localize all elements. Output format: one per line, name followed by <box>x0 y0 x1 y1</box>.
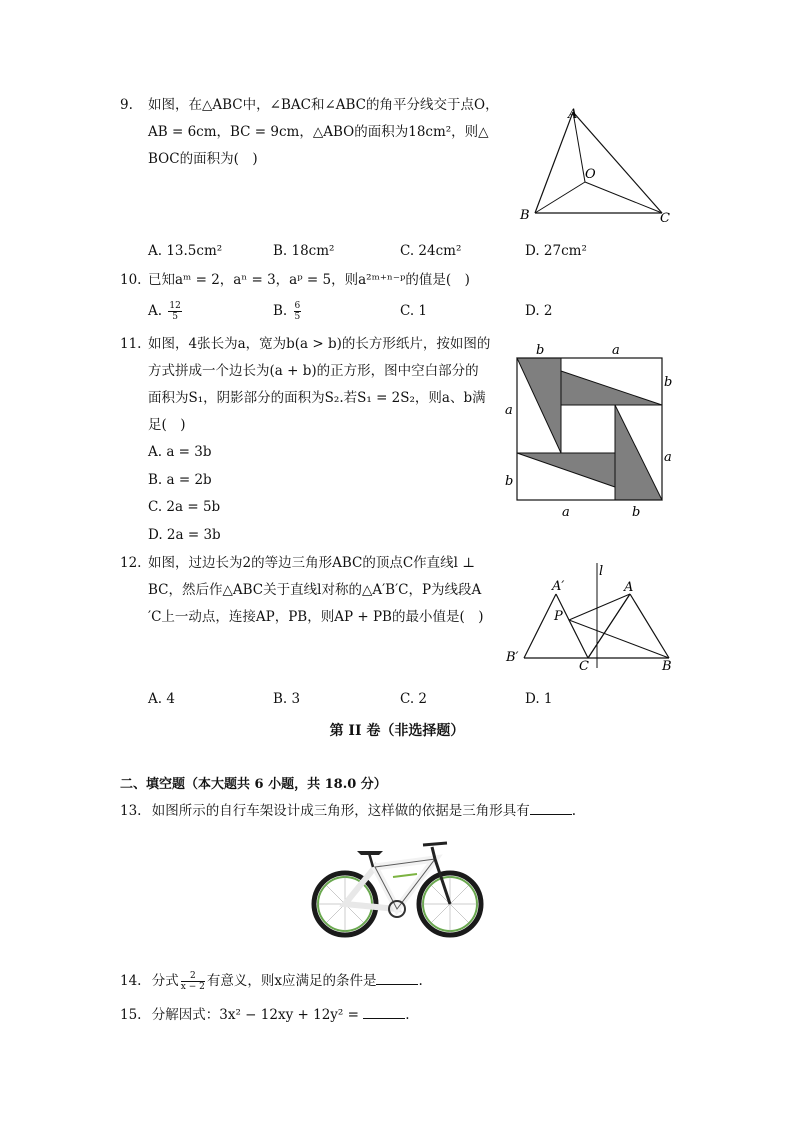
q11-label-top-b: b <box>536 343 545 358</box>
q9-label-C: C <box>660 211 670 226</box>
q12-option-a[interactable]: A. 4 <box>148 691 175 707</box>
q10-option-b-fraction <box>294 301 302 322</box>
part2-heading: 二、填空题（本大题共 6 小题，共 18.0 分） <box>120 777 387 792</box>
q9-option-b[interactable]: B. 18cm² <box>273 243 335 259</box>
q12-number: 12. <box>120 555 142 571</box>
q10-option-a-fraction <box>168 301 181 322</box>
q11-line1: 如图，4张长为a，宽为b(a > b)的长方形纸片，按如图的 <box>148 336 491 352</box>
q11-option-a[interactable]: A. a = 3b <box>148 444 212 460</box>
q15-answer-blank[interactable] <box>363 1004 405 1019</box>
q10-option-a-den: 5 <box>172 312 178 322</box>
q9-label-B: B <box>520 208 530 223</box>
q9-option-c[interactable]: C. 24cm² <box>400 243 462 259</box>
q13-text: 如图所示的自行车架设计成三角形，这样做的依据是三角形具有 <box>151 803 530 819</box>
q9-line2: AB = 6cm，BC = 9cm，△ABO的面积为18cm²，则△ <box>148 124 489 140</box>
q13-line <box>120 798 576 825</box>
q11-option-d[interactable]: D. 2a = 3b <box>148 527 221 543</box>
q14-line <box>120 968 423 995</box>
q11-line2: 方式拼成一个边长为(a + b)的正方形，图中空白部分的 <box>148 363 479 379</box>
q14-answer-blank[interactable] <box>376 970 418 985</box>
q14-fraction-den: x − 2 <box>180 982 205 992</box>
q14-pre: 分式 <box>151 973 179 989</box>
q15-end: . <box>405 1007 410 1023</box>
q12-line2: BC，然后作△ABC关于直线l对称的△A′B′C，P为线段A <box>148 582 482 598</box>
q9-line3: BOC的面积为( ) <box>148 151 258 167</box>
q12-label-C: C <box>579 659 589 674</box>
q14-fraction-num: 2 <box>181 971 205 982</box>
q10-option-b[interactable] <box>273 298 303 325</box>
q14-number: 14. <box>120 973 142 989</box>
q9-line1: 如图，在△ABC中，∠BAC和∠ABC的角平分线交于点O， <box>148 97 499 113</box>
q11-label-top-a: a <box>612 343 620 358</box>
q12-line3: ′C上一动点，连接AP，PB，则AP + PB的最小值是( ) <box>148 609 484 625</box>
q12-option-d[interactable]: D. 1 <box>525 691 553 707</box>
q11-label-left-a: a <box>505 403 513 418</box>
q11-label-right-b: b <box>664 375 673 390</box>
q10-text: 已知aᵐ = 2，aⁿ = 3，aᵖ = 5，则a²ᵐ⁺ⁿ⁻ᵖ的值是( ) <box>148 272 470 288</box>
q14-end: . <box>418 973 423 989</box>
q15-number: 15. <box>120 1007 142 1023</box>
q11-line4: 足( ) <box>148 417 186 433</box>
q12-label-A: A <box>624 580 634 595</box>
q11-label-bottom-a: a <box>562 505 570 520</box>
q11-number: 11. <box>120 336 142 352</box>
q12-label-B: B <box>662 659 672 674</box>
q9-triangle-figure <box>515 100 675 230</box>
q14-fraction <box>181 971 205 992</box>
q15-text: 分解因式：3x² − 12xy + 12y² = <box>151 1007 359 1023</box>
q10-option-b-num: 6 <box>294 301 301 311</box>
q11-label-bottom-b: b <box>632 505 641 520</box>
q11-option-c[interactable]: C. 2a = 5b <box>148 499 221 515</box>
q12-label-A-prime: A′ <box>552 579 565 594</box>
q12-triangle-figure <box>500 558 685 678</box>
q9-option-d[interactable]: D. 27cm² <box>525 243 587 259</box>
q10-option-a-label: A. <box>148 303 163 319</box>
q11-option-b[interactable]: B. a = 2b <box>148 472 212 488</box>
q13-number: 13. <box>120 803 142 819</box>
q10-number: 10. <box>120 272 142 288</box>
q11-label-right-a: a <box>664 450 672 465</box>
q14-post: 有意义，则x应满足的条件是 <box>206 973 377 989</box>
q9-label-A: A <box>568 107 578 122</box>
q12-option-b[interactable]: B. 3 <box>273 691 301 707</box>
q9-option-a[interactable]: A. 13.5cm² <box>148 243 223 259</box>
q10-option-a-num: 12 <box>169 301 181 311</box>
q9-number: 9. <box>120 97 133 113</box>
q10-option-b-label: B. <box>273 303 288 319</box>
q10-option-c[interactable]: C. 1 <box>400 303 428 319</box>
q13-answer-blank[interactable] <box>530 800 572 815</box>
q9-label-O: O <box>585 167 596 182</box>
q11-square-figure <box>498 340 683 525</box>
q12-label-P: P <box>554 609 563 624</box>
bicycle-image <box>305 829 490 944</box>
q12-label-l: l <box>599 564 604 579</box>
q12-option-c[interactable]: C. 2 <box>400 691 428 707</box>
q10-option-a[interactable] <box>148 298 184 325</box>
q10-option-d[interactable]: D. 2 <box>525 303 553 319</box>
q11-line3: 面积为S₁，阴影部分的面积为S₂.若S₁ = 2S₂，则a、b满 <box>148 390 486 406</box>
q13-end: . <box>571 803 577 819</box>
q11-label-left-b: b <box>505 474 514 489</box>
q15-line <box>120 1002 410 1029</box>
q12-label-B-prime: B′ <box>506 650 519 665</box>
q10-option-b-den: 5 <box>294 312 301 322</box>
q12-line1: 如图，过边长为2的等边三角形ABC的顶点C作直线l ⊥ <box>148 555 475 571</box>
section-title: 第 II 卷（非选择题） <box>329 723 465 739</box>
